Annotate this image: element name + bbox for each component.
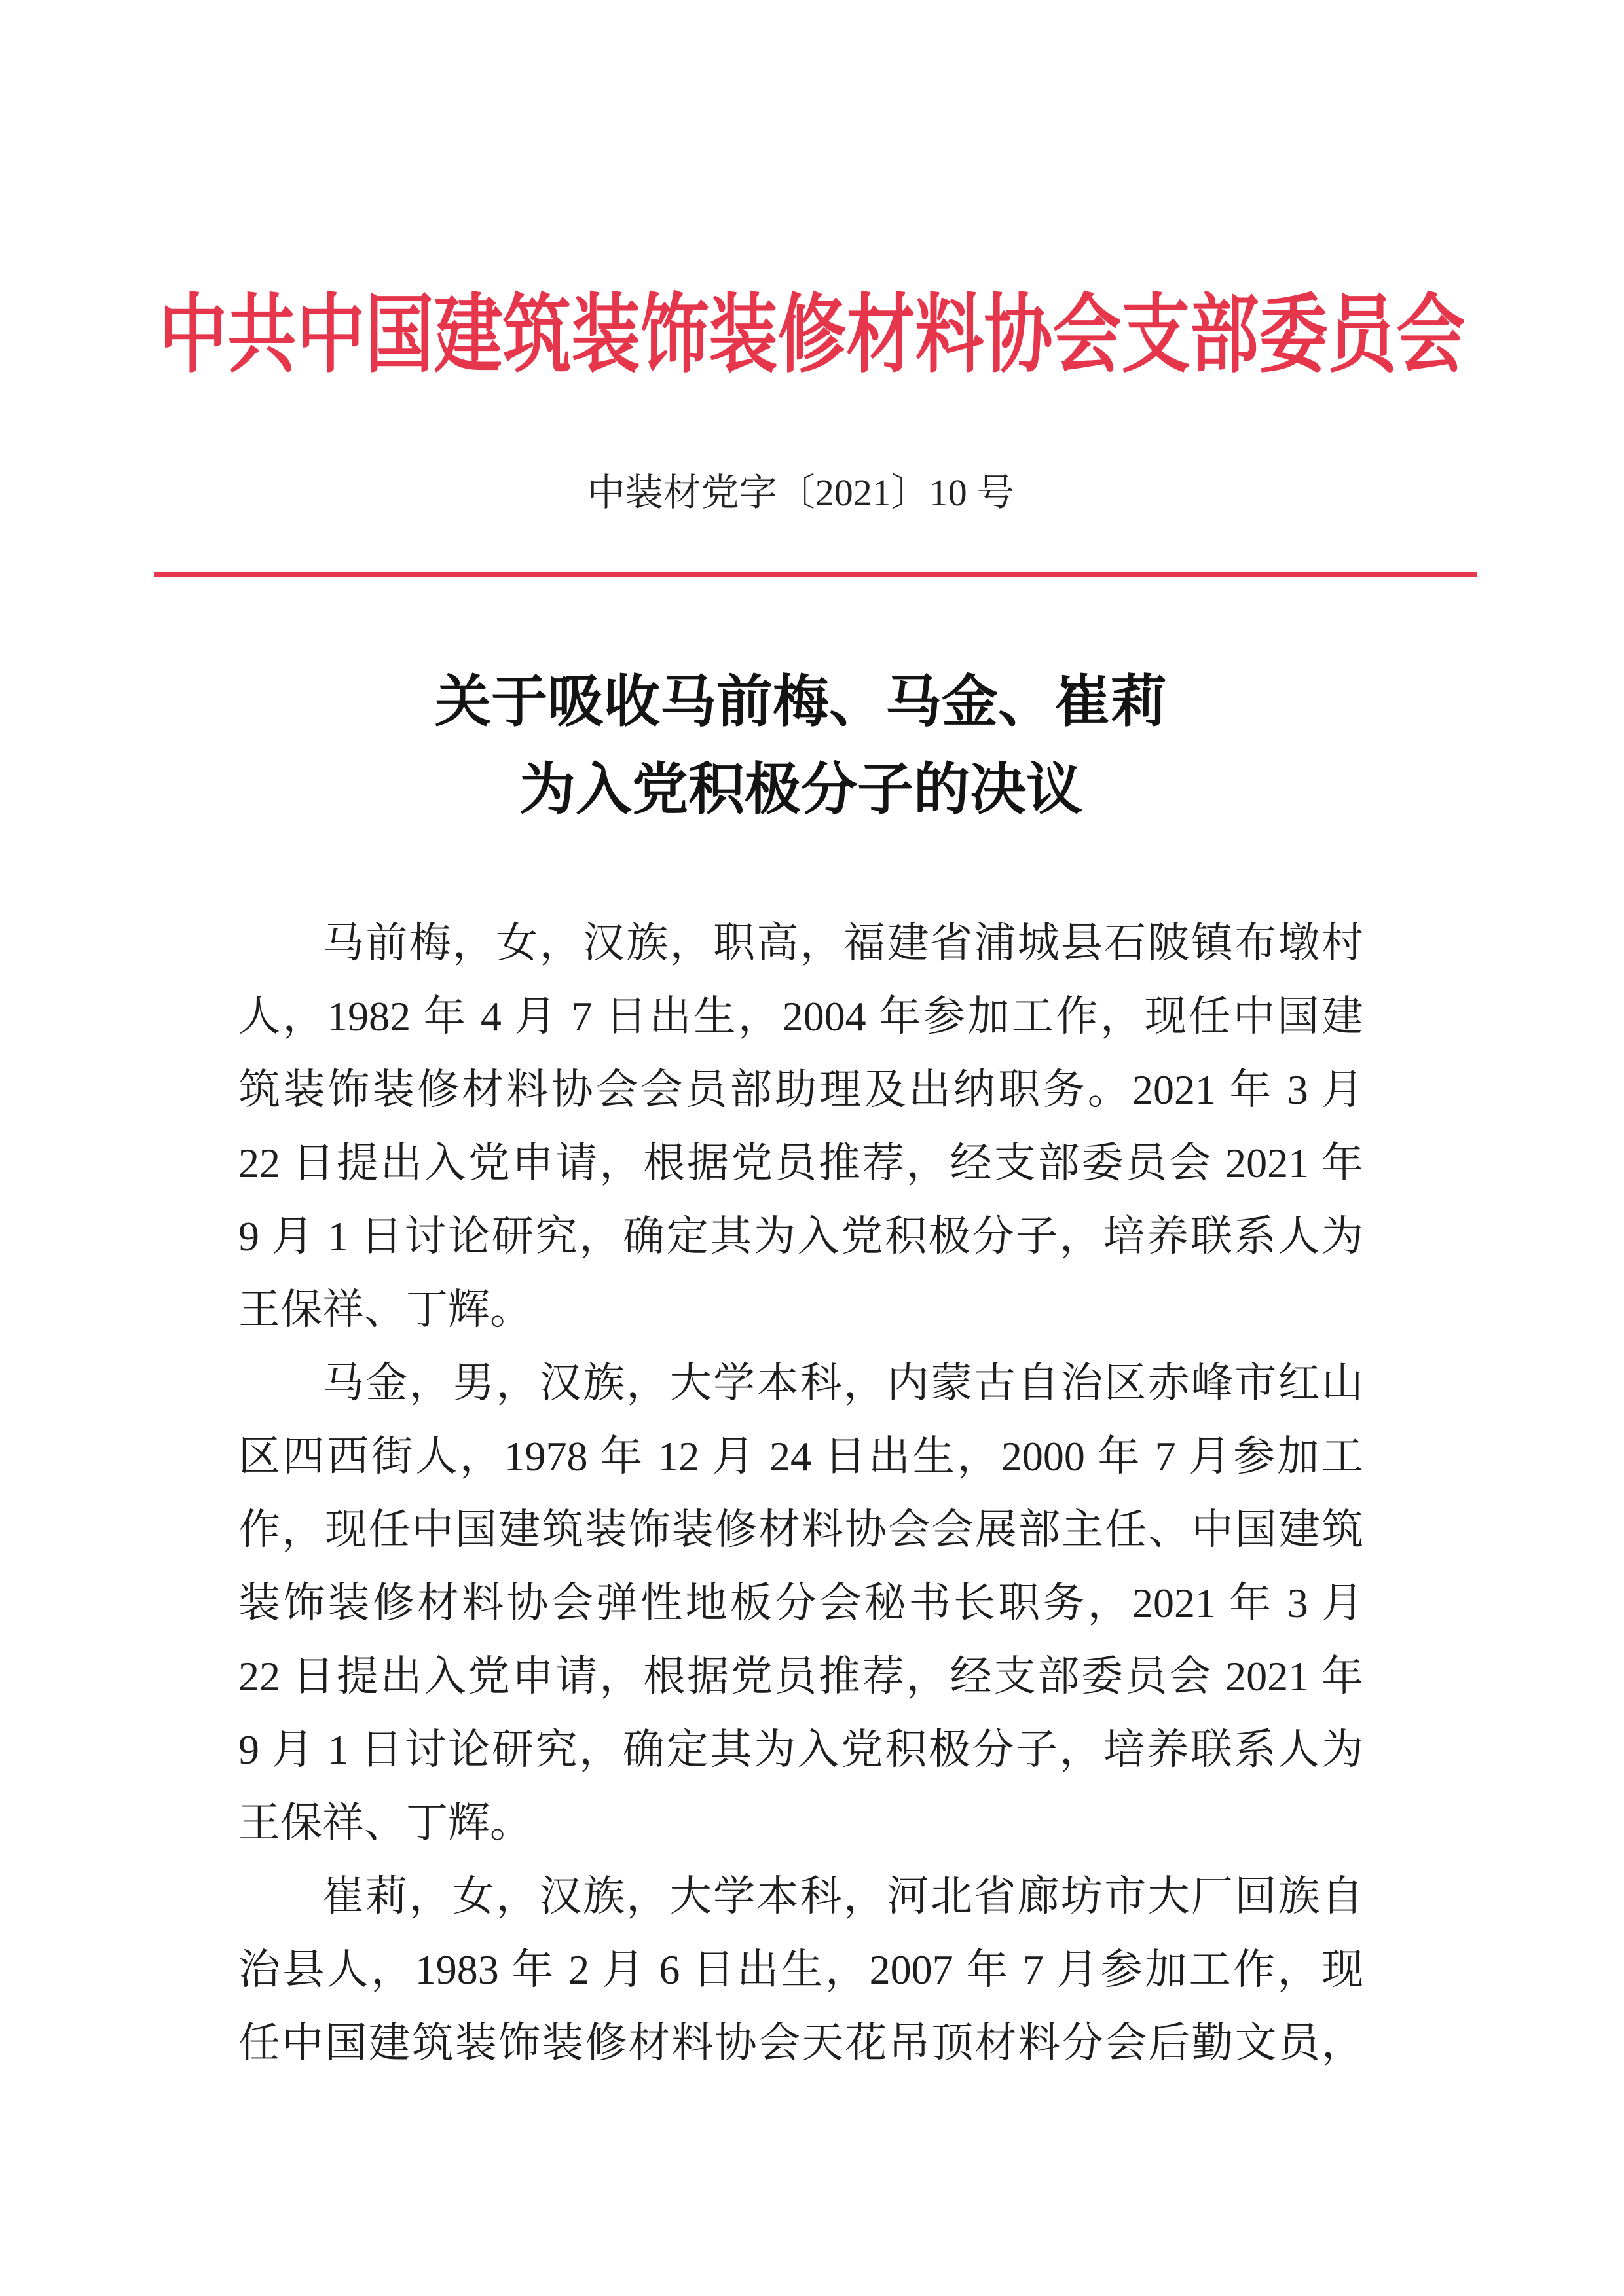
body-line: 区四西街人，1978 年 12 月 24 日出生，2000 年 7 月参加工 (238, 1433, 1363, 1480)
body-line: 筑装饰装修材料协会会员部助理及出纳职务。2021 年 3 月 (238, 1066, 1363, 1113)
body-line: 9 月 1 日讨论研究，确定其为入党积极分子，培养联系人为 (238, 1213, 1363, 1260)
doc-number: 中装材党字〔2021〕10 号 (587, 471, 1015, 514)
document-body (238, 907, 1363, 2080)
body-line: 作，现任中国建筑装饰装修材料协会会展部主任、中国建筑 (238, 1506, 1363, 1553)
resolution-title (238, 658, 1363, 833)
body-paragraph (238, 1860, 1363, 2080)
body-line: 装饰装修材料协会弹性地板分会秘书长职务，2021 年 3 月 (238, 1580, 1363, 1626)
body-line: 马前梅，女，汉族，职高，福建省浦城县石陂镇布墩村 (322, 920, 1363, 966)
body-line: 治县人，1983 年 2 月 6 日出生，2007 年 7 月参加工作，现 (238, 1946, 1363, 1993)
resolution-title-line: 关于吸收马前梅、马金、崔莉 (435, 668, 1167, 735)
body-line: 人，1982 年 4 月 7 日出生，2004 年参加工作，现任中国建 (238, 993, 1363, 1040)
body-line: 崔莉，女，汉族，大学本科，河北省廊坊市大厂回族自 (322, 1873, 1363, 1920)
body-paragraph (238, 1347, 1363, 1860)
body-line: 任中国建筑装饰装修材料协会天花吊顶材料分会后勤文员， (238, 2020, 1363, 2066)
body-line: 王保祥、丁辉。 (238, 1800, 532, 1846)
org-title: 中共中国建筑装饰装修材料协会支部委员会 (158, 283, 1466, 385)
body-paragraph (238, 907, 1363, 1347)
body-line: 22 日提出入党申请，根据党员推荐，经支部委员会 2021 年 (238, 1140, 1363, 1186)
body-line: 王保祥、丁辉。 (238, 1286, 532, 1333)
body-line: 9 月 1 日讨论研究，确定其为入党积极分子，培养联系人为 (238, 1726, 1363, 1773)
resolution-title-line: 为入党积极分子的决议 (519, 756, 1082, 822)
body-line: 22 日提出入党申请，根据党员推荐，经支部委员会 2021 年 (238, 1653, 1363, 1700)
red-divider (154, 572, 1477, 577)
body-line: 马金，男，汉族，大学本科，内蒙古自治区赤峰市红山 (322, 1360, 1363, 1406)
